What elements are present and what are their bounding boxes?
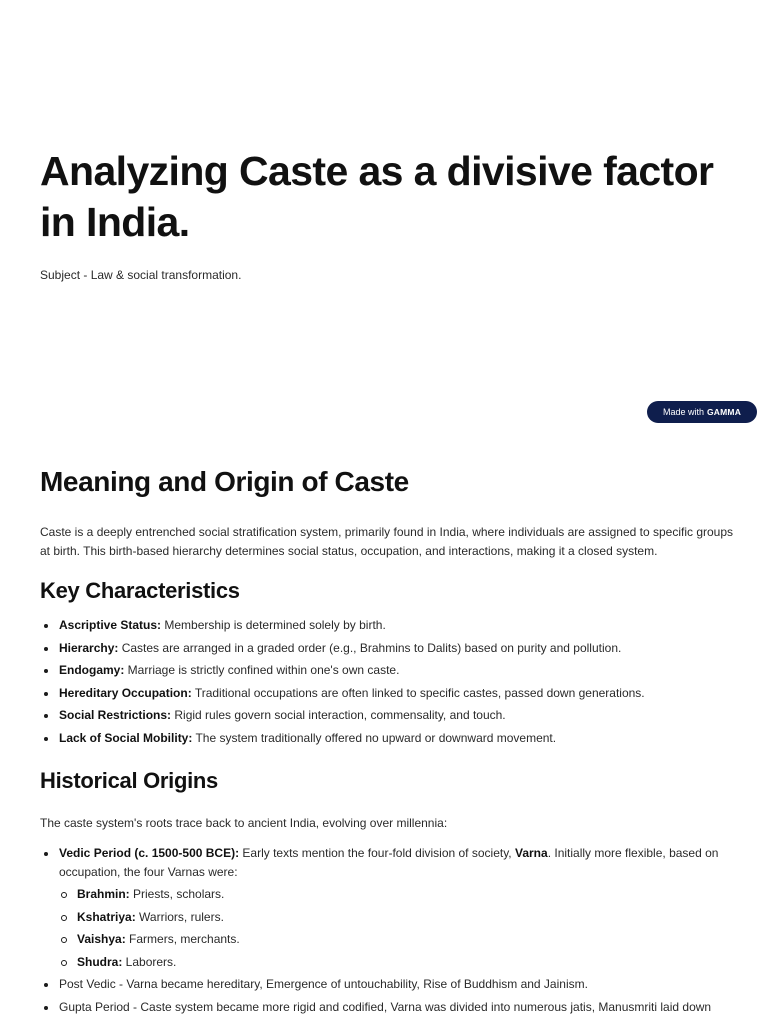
characteristics-list (40, 616, 740, 748)
intro-paragraph: Caste is a deeply entrenched social stratification system, primarily found in India, where individuals are assigned to specific groups at birth. This birth-based hierarchy determines social status, occupation, and interactions, making it a closed system. (40, 525, 734, 558)
list-item: Ascriptive Status: Membership is determined solely by birth. (40, 616, 740, 635)
gamma-logo: GAMMA (706, 407, 742, 417)
list-item-vedic: Vedic Period (c. 1500-500 BCE): Early texts mention the four-fold division of society, Varna. Initially more flexible, based on occupation, the four Varnas were: (40, 844, 740, 882)
list-item: Endogamy: Marriage is strictly confined within one's own caste. (40, 661, 740, 680)
list-item-post-vedic: Post Vedic - Varna became hereditary, Emergence of untouchability, Rise of Buddhism and Jainism. (40, 975, 740, 994)
list-item-varna: Brahmin: Priests, scholars. (40, 885, 740, 904)
page-subtitle: Subject - Law & social transformation. (40, 268, 242, 282)
page-title: Analyzing Caste as a divisive factor in India. (40, 148, 714, 245)
list-item: Social Restrictions: Rigid rules govern social interaction, commensality, and touch. (40, 706, 740, 725)
badge-prefix: Made with (662, 407, 704, 417)
list-item-varna: Vaishya: Farmers, merchants. (40, 930, 740, 949)
made-with-gamma-badge[interactable] (647, 401, 757, 423)
key-characteristics-heading: Key Characteristics (40, 578, 240, 603)
historical-origins-heading: Historical Origins (40, 767, 218, 793)
list-item: Hierarchy: Castes are arranged in a graded order (e.g., Brahmins to Dalits) based on purity and pollution. (40, 639, 740, 658)
list-item-varna: Kshatriya: Warriors, rulers. (40, 908, 740, 927)
historical-intro: The caste system's roots trace back to ancient India, evolving over millennia: (40, 815, 448, 830)
list-item: Hereditary Occupation: Traditional occupations are often linked to specific castes, passed down generations. (40, 684, 740, 703)
history-list (40, 844, 740, 1017)
list-item: Lack of Social Mobility: The system traditionally offered no upward or downward movement. (40, 729, 740, 748)
section-heading: Meaning and Origin of Caste (40, 466, 409, 497)
content-section (40, 462, 740, 1017)
list-item-varna: Shudra: Laborers. (40, 953, 740, 972)
list-item-gupta: Gupta Period - Caste system became more rigid and codified, Varna was divided into numerous jatis, Manusmriti laid down (40, 998, 740, 1017)
